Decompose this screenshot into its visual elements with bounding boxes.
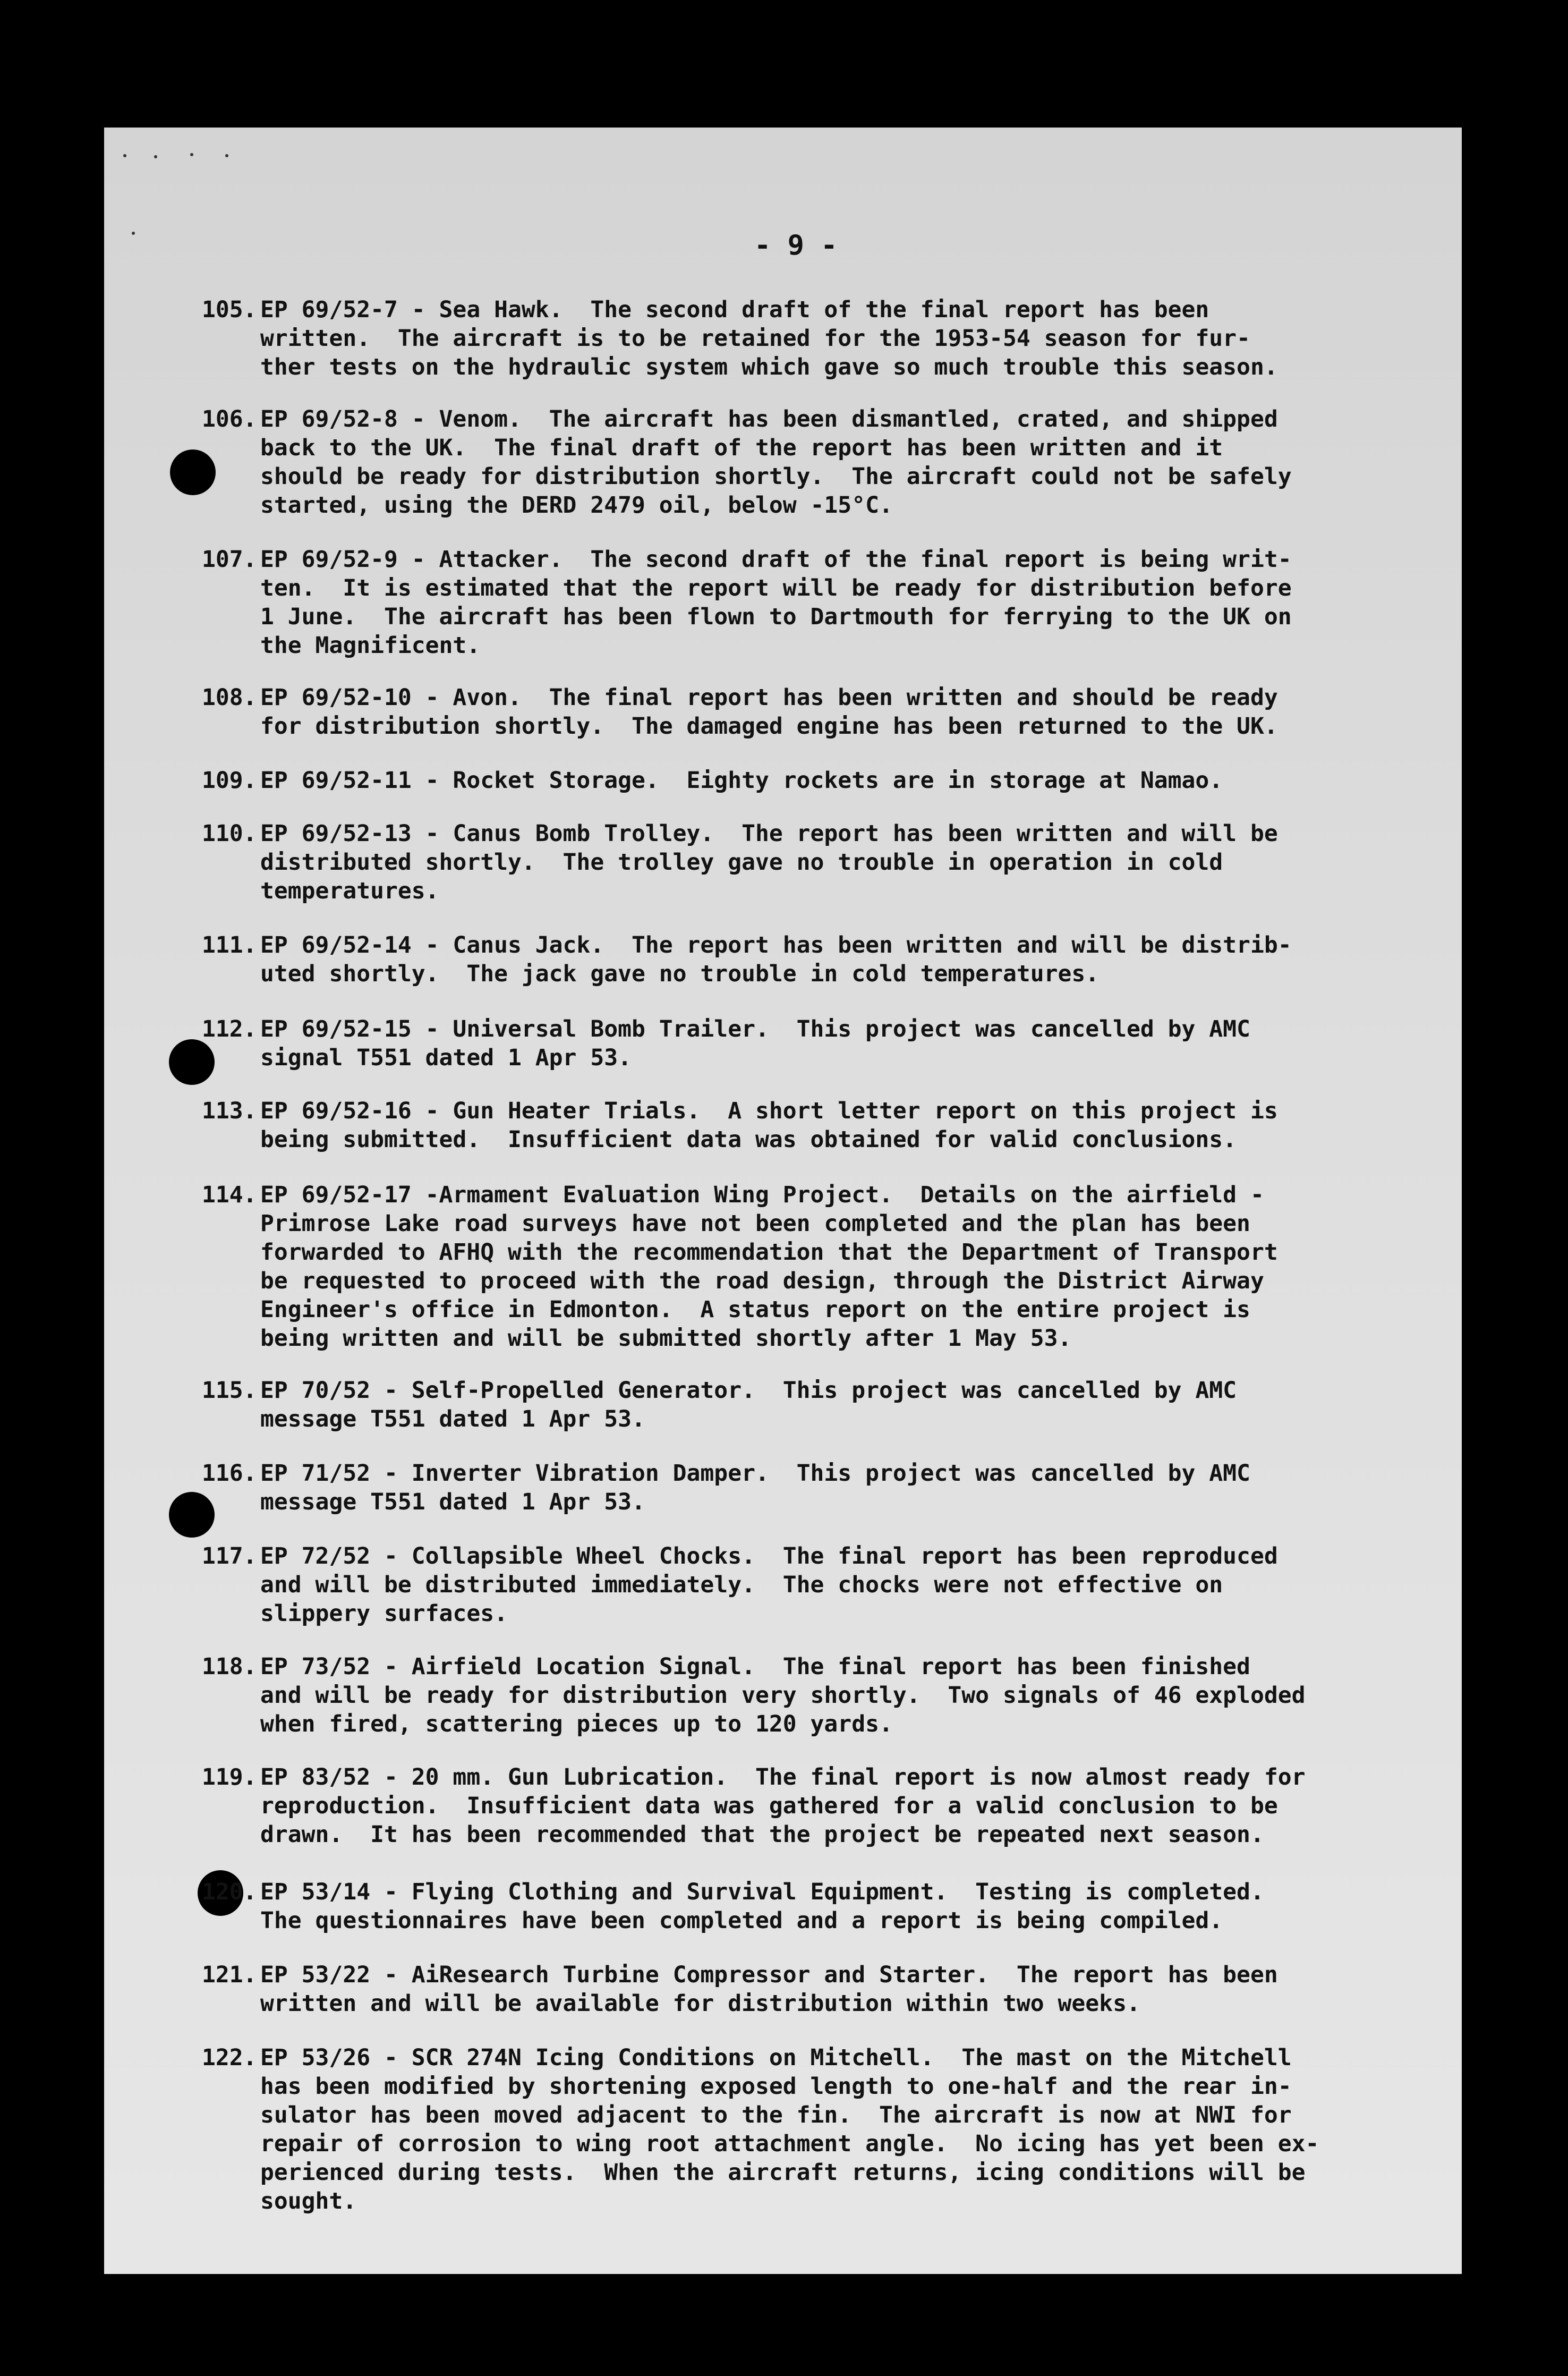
item-text-line: slippery surfaces.	[260, 1600, 508, 1627]
item-text-line: 1 June. The aircraft has been flown to Dartmouth for ferrying to the UK on	[260, 604, 1292, 630]
list-item	[202, 1015, 1418, 1072]
item-text-line: EP 69/52-11 - Rocket Storage. Eighty rockets are in storage at Namao.	[260, 767, 1223, 794]
punch-hole	[169, 1492, 215, 1538]
item-text-line: message T551 dated 1 Apr 53.	[260, 1489, 645, 1515]
item-text-line: EP 70/52 - Self-Propelled Generator. This project was cancelled by AMC	[260, 1377, 1237, 1404]
item-text-line: distributed shortly. The trolley gave no trouble in operation in cold	[260, 849, 1223, 876]
item-number: 114.	[202, 1182, 257, 1208]
list-item	[202, 683, 1418, 741]
list-item	[202, 295, 1418, 381]
paper-speck	[132, 232, 135, 235]
page-number: - 9 -	[754, 230, 838, 261]
item-text-line: EP 71/52 - Inverter Vibration Damper. This project was cancelled by AMC	[260, 1460, 1250, 1487]
item-text-line: EP 69/52-16 - Gun Heater Trials. A short letter report on this project is	[260, 1098, 1278, 1124]
item-text-line: EP 69/52-10 - Avon. The final report has been written and should be ready	[260, 684, 1278, 711]
item-text-line: Engineer's office in Edmonton. A status report on the entire project is	[260, 1296, 1250, 1323]
item-text-line: written and will be available for distribution within two weeks.	[260, 1990, 1140, 2017]
list-item	[202, 931, 1418, 988]
list-item	[202, 405, 1418, 520]
punch-hole	[169, 1039, 215, 1085]
item-text-line: uted shortly. The jack gave no trouble in cold temperatures.	[260, 961, 1100, 987]
item-text-line: EP 53/26 - SCR 274N Icing Conditions on Mitchell. The mast on the Mitchell	[260, 2044, 1292, 2071]
item-number: 122.	[202, 2044, 257, 2071]
item-text-line: EP 72/52 - Collapsible Wheel Chocks. The final report has been reproduced	[260, 1543, 1278, 1569]
item-text-line: sought.	[260, 2188, 357, 2214]
item-text-line: and will be ready for distribution very shortly. Two signals of 46 exploded	[260, 1682, 1306, 1709]
list-item	[202, 1459, 1418, 1516]
item-number: 108.	[202, 684, 257, 711]
item-text-line: forwarded to AFHQ with the recommendation that the Department of Transport	[260, 1239, 1278, 1266]
item-number: 115.	[202, 1377, 257, 1404]
item-text-line: should be ready for distribution shortly. The aircraft could not be safely	[260, 463, 1292, 490]
item-number: 110.	[202, 820, 257, 847]
item-number: 121.	[202, 1962, 257, 1988]
item-text-line: started, using the DERD 2479 oil, below -15°C.	[260, 492, 893, 519]
item-number: 117.	[202, 1543, 257, 1569]
item-number: 116.	[202, 1460, 257, 1487]
item-text-line: sulator has been moved adjacent to the fin. The aircraft is now at NWI for	[260, 2102, 1292, 2128]
item-text-line: back to the UK. The final draft of the report has been written and it	[260, 435, 1223, 461]
list-item	[202, 1763, 1418, 1849]
item-text-line: EP 69/52-7 - Sea Hawk. The second draft of the final report has been	[260, 296, 1209, 323]
paper-speck	[154, 155, 157, 158]
list-item	[202, 2043, 1418, 2216]
item-text-line: has been modified by shortening exposed length to one-half and the rear in-	[260, 2073, 1292, 2100]
item-text-line: ten. It is estimated that the report will be ready for distribution before	[260, 575, 1292, 601]
item-text-line: EP 69/52-17 -Armament Evaluation Wing Project. Details on the airfield -	[260, 1182, 1264, 1208]
item-text-line: repair of corrosion to wing root attachment angle. No icing has yet been ex-	[260, 2131, 1319, 2157]
list-item	[202, 545, 1418, 660]
list-item	[202, 1961, 1418, 2018]
list-item	[202, 1652, 1418, 1738]
item-text-line: Primrose Lake road surveys have not been completed and the plan has been	[260, 1210, 1250, 1237]
item-text-line: the Magnificent.	[260, 632, 481, 659]
item-text-line: EP 69/52-13 - Canus Bomb Trolley. The report has been written and will be	[260, 820, 1278, 847]
item-number: 109.	[202, 767, 257, 794]
item-text-line: EP 53/22 - AiResearch Turbine Compressor and Starter. The report has been	[260, 1962, 1278, 1988]
item-number: 106.	[202, 406, 257, 432]
list-item	[202, 766, 1418, 795]
item-number: 111.	[202, 932, 257, 958]
item-number: 107.	[202, 546, 257, 573]
item-number: 118.	[202, 1653, 257, 1680]
item-text-line: be requested to proceed with the road design, through the District Airway	[260, 1268, 1264, 1294]
item-number: 120.	[202, 1879, 257, 1905]
item-text-line: message T551 dated 1 Apr 53.	[260, 1406, 645, 1432]
item-number: 105.	[202, 296, 257, 323]
item-text-line: perienced during tests. When the aircraft returns, icing conditions will be	[260, 2159, 1306, 2186]
paper-speck	[225, 154, 228, 157]
list-item	[202, 1376, 1418, 1433]
item-text-line: EP 83/52 - 20 mm. Gun Lubrication. The final report is now almost ready for	[260, 1764, 1306, 1791]
item-text-line: EP 69/52-8 - Venom. The aircraft has been dismantled, crated, and shipped	[260, 406, 1278, 432]
item-text-line: EP 53/14 - Flying Clothing and Survival Equipment. Testing is completed.	[260, 1879, 1264, 1905]
item-text-line: being written and will be submitted shortly after 1 May 53.	[260, 1325, 1072, 1352]
list-item	[202, 1878, 1418, 1935]
list-item	[202, 819, 1418, 905]
punch-hole	[170, 449, 216, 495]
item-text-line: The questionnaires have been completed and a report is being compiled.	[260, 1907, 1223, 1934]
item-text-line: drawn. It has been recommended that the project be repeated next season.	[260, 1821, 1264, 1848]
item-text-line: signal T551 dated 1 Apr 53.	[260, 1045, 632, 1071]
paper-speck	[123, 154, 126, 157]
item-text-line: temperatures.	[260, 878, 439, 904]
item-text-line: and will be distributed immediately. The chocks were not effective on	[260, 1572, 1223, 1598]
item-text-line: reproduction. Insufficient data was gathered for a valid conclusion to be	[260, 1793, 1278, 1819]
item-text-line: being submitted. Insufficient data was obtained for valid conclusions.	[260, 1126, 1237, 1153]
item-text-line: written. The aircraft is to be retained for the 1953-54 season for fur-	[260, 325, 1250, 352]
paper-speck	[190, 153, 193, 156]
item-number: 119.	[202, 1764, 257, 1791]
item-text-line: EP 73/52 - Airfield Location Signal. The final report has been finished	[260, 1653, 1250, 1680]
item-number: 112.	[202, 1016, 257, 1042]
item-text-line: when fired, scattering pieces up to 120 yards.	[260, 1711, 893, 1737]
item-text-line: EP 69/52-14 - Canus Jack. The report has been written and will be distrib-	[260, 932, 1292, 958]
item-text-line: EP 69/52-15 - Universal Bomb Trailer. This project was cancelled by AMC	[260, 1016, 1250, 1042]
item-text-line: EP 69/52-9 - Attacker. The second draft of the final report is being writ-	[260, 546, 1292, 573]
list-item	[202, 1097, 1418, 1154]
item-text-line: ther tests on the hydraulic system which gave so much trouble this season.	[260, 354, 1278, 380]
item-number: 113.	[202, 1098, 257, 1124]
list-item	[202, 1542, 1418, 1628]
item-text-line: for distribution shortly. The damaged engine has been returned to the UK.	[260, 713, 1278, 740]
list-item	[202, 1181, 1418, 1353]
